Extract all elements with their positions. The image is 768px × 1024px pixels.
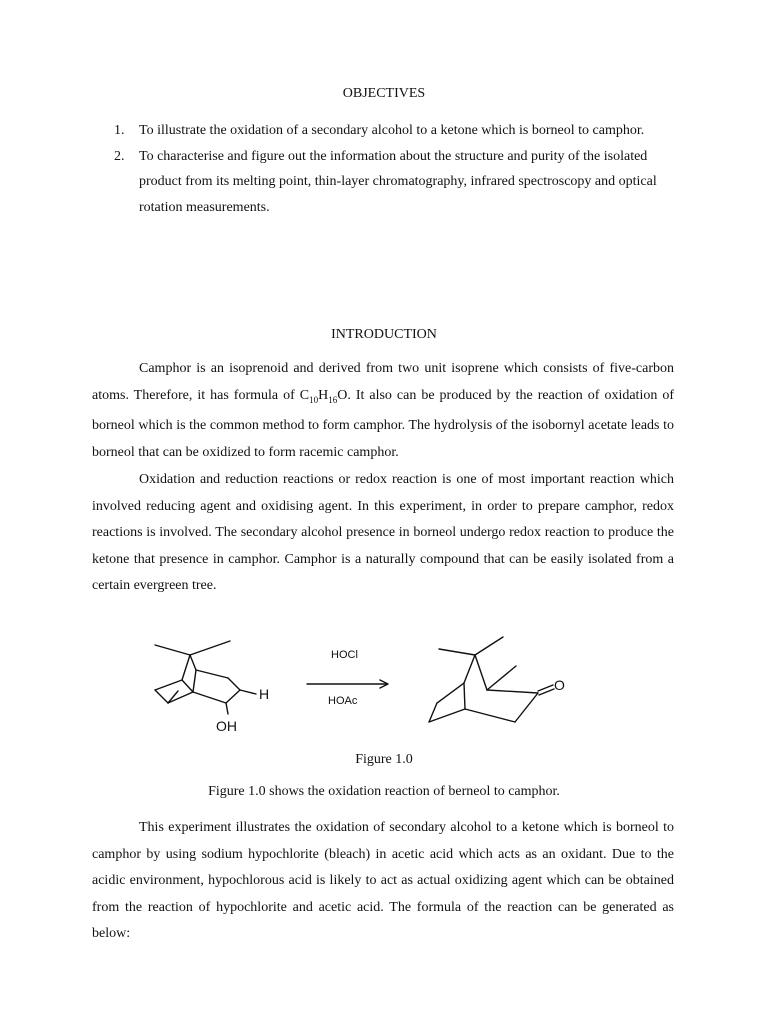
objectives-heading: OBJECTIVES [342,86,426,101]
list-item-number: 2. [114,148,125,164]
formula-subscript-16: 16 [328,394,338,405]
borneol-structure [155,641,256,714]
list-item-text: To illustrate the oxidation of a secondary alcohol to a ketone which is borneol to camphor. [139,123,645,138]
borneol-h-label: H [259,686,270,702]
figure-caption: Figure 1.0 shows the oxidation reaction of berneol to camphor. [208,784,560,799]
intro-paragraph-2: Oxidation and reduction reactions or redox reaction is one of most important reaction which involved reducing agent and oxidising agent. In this experiment, in order to prepare camphor, redox reactions is involved. The secondary alcohol presence in borneol undergo redox reaction to produce the ketone that presence in camphor. Camphor is a naturally compound that can be easily isolated from a certain evergreen tree. [92,472,674,594]
list-item [92,118,664,144]
list-item-number: 1. [114,123,125,138]
camphor-structure [429,637,554,722]
camphor-o-label: O [554,677,565,693]
reaction-figure [0,628,768,738]
intro-paragraph-3: This experiment illustrates the oxidation of secondary alcohol to a ketone which is borneol to camphor by using sodium hypochlorite (bleach) in acetic acid which acts as an oxidant. Due to the acidic environment, hypochlorous acid is likely to act as actual oxidizing agent which can be obtained from the reaction of hypochlorite and acetic acid. The formula of the reaction can be generated as below: [92,820,674,942]
list-item-text: To characterise and figure out the information about the structure and purity of the isolated product from its melting point, thin-layer chromatography, infrared spectroscopy and optical rotation measurements. [139,148,657,215]
figure-label: Figure 1.0 [355,752,413,767]
intro-paragraph-1 [92,356,674,466]
reaction-arrow [307,680,388,688]
borneol-oh-label: OH [216,718,237,734]
introduction-heading: INTRODUCTION [331,327,437,342]
list-item [92,144,664,221]
reagent-top: HOCl [331,649,358,661]
formula-subscript-10: 10 [309,394,319,405]
reagent-bottom: HOAc [328,695,358,707]
reaction-scheme [0,628,768,738]
formula-h: H [318,387,329,403]
intro-p1-text-b: O. It also can be produced by the reaction of oxidation of borneol which is the common method to form camphor. The hydrolysis of the isobornyl acetate leads to borneol that can be oxidized to form racemic camphor. [92,387,674,460]
objectives-list [92,118,664,220]
intro-p1-text-a: Camphor is an isoprenoid and derived from two unit isoprene which consists of five-carbon atoms. Therefore, it has formula of C [92,361,674,403]
